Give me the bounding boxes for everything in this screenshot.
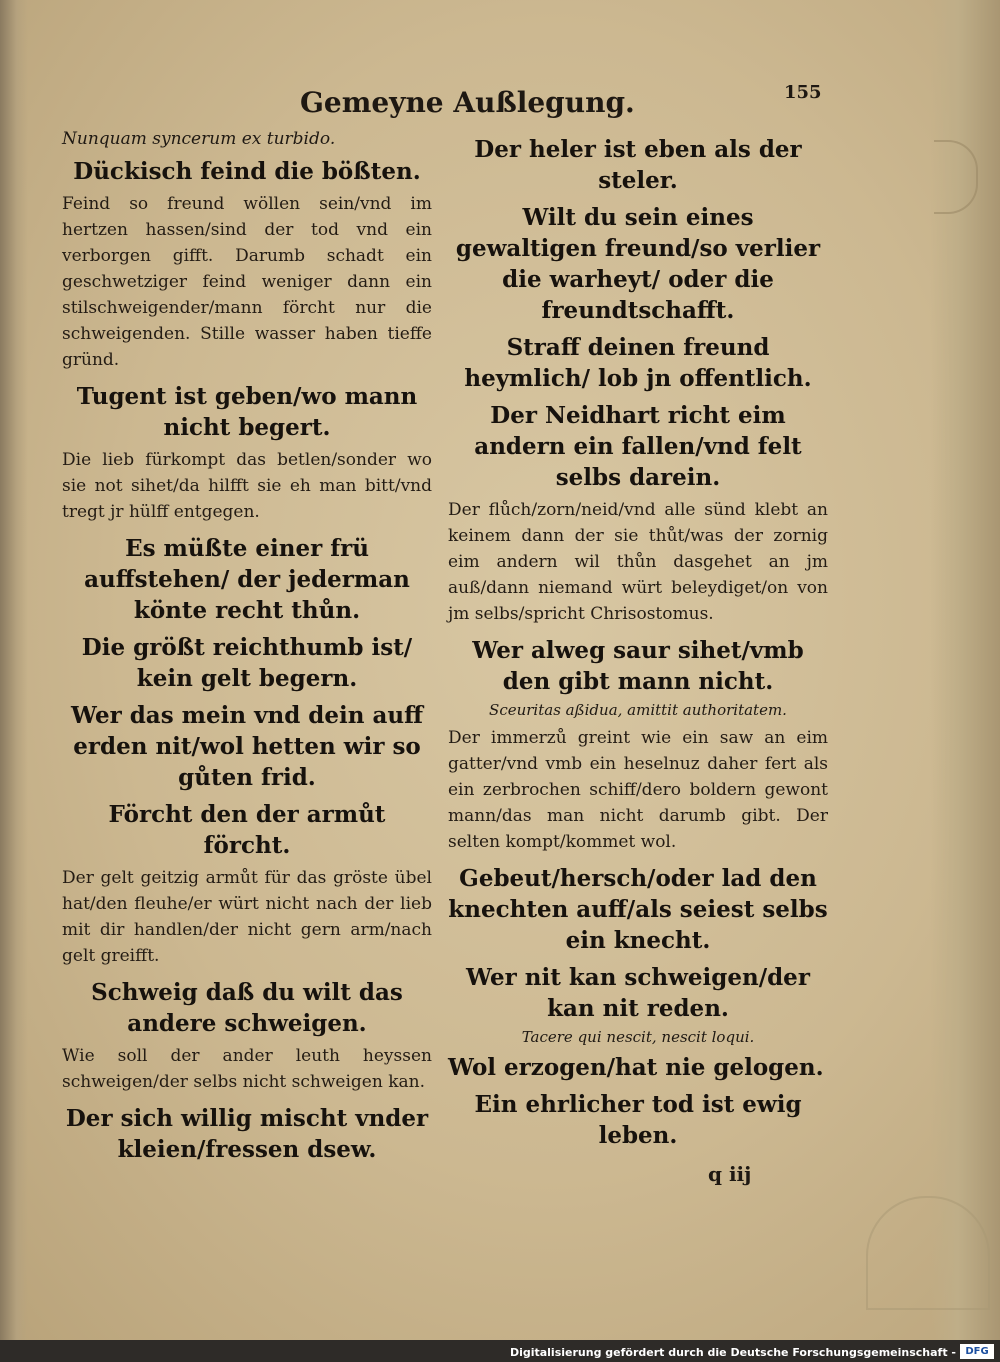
latin-quote: Tacere qui nescit, nescit loqui. (521, 1028, 755, 1046)
proverb-body: Der immerzů greint wie ein saw an eim gatter/vnd vmb ein heselnuz daher fert als ein zerbrochen schiff/dero boldern gewont mann/das man nicht darumb gibt. Der selten kompt/kommet wol. (448, 728, 828, 852)
proverb-heading: Der heler ist eben als der steler. (474, 136, 802, 194)
footer-bar (0, 1340, 1000, 1362)
motto-line: Nunquam syncerum ex turbido. (62, 129, 336, 149)
thumb-mark (866, 1196, 990, 1310)
proverb-heading: Wer das mein vnd dein auff erden nit/wol hetten wir so gůten frid. (71, 702, 423, 791)
footer-credit: Digitalisierung gefördert durch die Deutsche Forschungsgemeinschaft - (509, 1346, 956, 1359)
proverb-heading: Der Neidhart richt eim andern ein fallen/vnd felt selbs darein. (474, 402, 802, 491)
right-column (448, 128, 828, 1155)
proverb-body: Der gelt geitzig armůt für das gröste übel hat/den fleuhe/er würt nicht nach der lieb mit dir handlen/der nicht gern arm/nach gelt greifft. (62, 868, 432, 966)
page-left-edge (0, 0, 28, 1340)
proverb-heading: Die größt reichthumb ist/ kein gelt begern. (81, 634, 413, 692)
folio-number: 155 (784, 82, 822, 103)
proverb-body: Die lieb fürkompt das betlen/sonder wo sie not sihet/da hilfft sie eh man bitt/vnd tregt jr hülff entgegen. (62, 450, 432, 522)
proverb-heading: Es müßte einer frü auffstehen/ der jederman könte recht thůn. (84, 535, 410, 624)
dfg-logo: DFG (960, 1344, 994, 1359)
proverb-body: Feind so freund wöllen sein/vnd im hertzen hassen/sind der tod vnd ein verborgen gifft. Darumb schadt ein geschwetziger feind weniger dann ein stilschweigender/mann förcht nur die schweigenden. Stille wasser haben tieffe gründ. (62, 194, 432, 370)
proverb-heading: Förcht den der armůt förcht. (108, 801, 386, 859)
latin-quote: Sceuritas aßidua, amittit authoritatem. (489, 701, 787, 719)
proverb-heading: Gebeut/hersch/oder lad den knechten auff/als seiest selbs ein knecht. (448, 865, 828, 954)
proverb-heading: Dückisch feind die bößten. (73, 158, 421, 185)
signature-mark: q iij (708, 1162, 752, 1186)
proverb-heading: Wilt du sein eines gewaltigen freund/so verlier die warheyt/ oder die freundtschafft. (455, 204, 821, 324)
left-column (62, 128, 432, 1169)
proverb-heading: Ein ehrlicher tod ist ewig leben. (474, 1091, 802, 1149)
proverb-heading: Der sich willig mischt vnder kleien/fressen dsew. (65, 1105, 429, 1163)
proverb-heading: Wer alweg saur sihet/vmb den gibt mann nicht. (472, 637, 804, 695)
proverb-heading: Schweig daß du wilt das andere schweigen. (91, 979, 403, 1037)
proverb-heading: Tugent ist geben/wo mann nicht begert. (76, 383, 418, 441)
proverb-heading: Wol erzogen/hat nie gelogen. (448, 1054, 824, 1081)
proverb-heading: Straff deinen freund heymlich/ lob jn offentlich. (464, 334, 812, 392)
running-header: Gemeyne Außlegung. (300, 86, 635, 119)
proverb-heading: Wer nit kan schweigen/der kan nit reden. (466, 964, 810, 1022)
proverb-body: Der flůch/zorn/neid/vnd alle sünd klebt an keinem dann der sie thůt/was der zornig eim andern wil thůn dasgehet an jm auß/dann niemand würt beleydiget/on von jm selbs/spricht Chrisostomus. (448, 500, 828, 624)
proverb-body: Wie soll der ander leuth heyssen schweigen/der selbs nicht schweigen kan. (62, 1046, 432, 1092)
